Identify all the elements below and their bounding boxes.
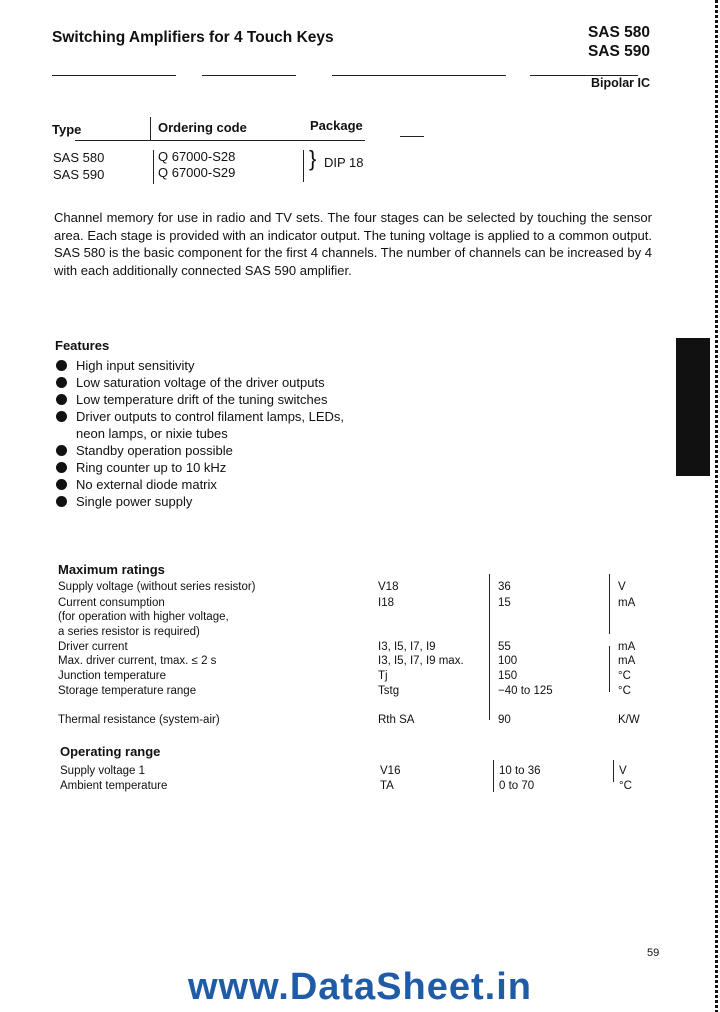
feature-item: Low temperature drift of the tuning switches: [56, 391, 344, 408]
param-cell: Current consumption: [58, 597, 165, 609]
value-cell: 0 to 70: [499, 780, 535, 792]
param-cell: Supply voltage (without series resistor): [58, 581, 256, 593]
type-590: SAS 590: [53, 167, 105, 182]
col-ordering-code: Ordering code: [158, 120, 247, 135]
code-590: Q 67000-S29: [158, 165, 236, 180]
value-cell: 150: [498, 670, 518, 682]
max-ratings-title: Maximum ratings: [58, 562, 165, 577]
feature-item: neon lamps, or nixie tubes: [76, 426, 228, 441]
param-cell: a series resistor is required): [58, 626, 200, 638]
unit-cell: mA: [618, 597, 636, 609]
symbol-cell: I18: [378, 597, 394, 609]
param-cell: Ambient temperature: [60, 780, 168, 792]
code-580: Q 67000-S28: [158, 149, 236, 164]
brace: }: [309, 146, 317, 171]
value-cell: 55: [498, 641, 511, 653]
param-cell: Supply voltage 1: [60, 765, 146, 777]
symbol-cell: Rth SA: [378, 714, 415, 726]
value-cell: 90: [498, 714, 511, 726]
symbol-cell: TA: [380, 780, 394, 792]
value-cell: −40 to 125: [498, 685, 553, 697]
param-cell: Storage temperature range: [58, 685, 197, 697]
value-cell: 36: [498, 581, 511, 593]
unit-cell: °C: [618, 685, 631, 697]
unit-cell: V: [618, 581, 626, 593]
symbol-cell: Tj: [378, 670, 388, 682]
symbol-cell: V18: [378, 581, 399, 593]
page-number: 59: [647, 947, 660, 959]
feature-item: Ring counter up to 10 kHz: [56, 459, 344, 476]
param-cell: Junction temperature: [58, 670, 167, 682]
value-cell: 15: [498, 597, 511, 609]
document-title: Switching Amplifiers for 4 Touch Keys: [52, 29, 334, 46]
feature-item: High input sensitivity: [56, 357, 344, 374]
watermark: www.DataSheet.in: [188, 966, 532, 1008]
feature-item: No external diode matrix: [56, 476, 344, 493]
unit-cell: mA: [618, 641, 636, 653]
scan-edge: [715, 0, 718, 1012]
feature-item: Single power supply: [56, 493, 344, 510]
unit-cell: °C: [619, 780, 632, 792]
col-package: Package: [310, 118, 363, 133]
type-580: SAS 580: [53, 150, 105, 165]
feature-item: Low saturation voltage of the driver outputs: [56, 374, 344, 391]
category-label: Bipolar IC: [590, 76, 650, 90]
part-number-1: SAS 580: [587, 24, 650, 41]
feature-item: Standby operation possible: [56, 442, 344, 459]
param-cell: Max. driver current, tmax. ≤ 2 s: [58, 655, 217, 667]
unit-cell: °C: [618, 670, 631, 682]
description: Channel memory for use in radio and TV sets. The four stages can be selected by touching the sensor area. Each stage is provided with an indicator output. The tuning voltage is applied to a common output. SAS 580 is the basic component for the first 4 channels. The number of channels can be increased by 4 with each additionally connected SAS 590 amplifier.: [54, 210, 652, 278]
features-title: Features: [55, 338, 110, 353]
operating-range-title: Operating range: [60, 744, 161, 759]
symbol-cell: Tstg: [378, 685, 400, 697]
value-cell: 10 to 36: [499, 765, 541, 777]
value-cell: 100: [498, 655, 518, 667]
package-value: DIP 18: [324, 155, 364, 170]
unit-cell: V: [619, 765, 627, 777]
param-cell: (for operation with higher voltage,: [58, 611, 229, 623]
features-list: [56, 357, 344, 510]
param-cell: Driver current: [58, 641, 128, 653]
symbol-cell: V16: [380, 765, 401, 777]
feature-item: Driver outputs to control filament lamps, LEDs,: [56, 408, 344, 425]
col-type: Type: [52, 122, 82, 137]
symbol-cell: I3, I5, I7, I9 max.: [378, 655, 464, 667]
param-cell: Thermal resistance (system-air): [58, 714, 220, 726]
unit-cell: K/W: [618, 714, 640, 726]
unit-cell: mA: [618, 655, 636, 667]
part-number-2: SAS 590: [587, 43, 650, 60]
symbol-cell: I3, I5, I7, I9: [378, 641, 436, 653]
section-tab: [676, 338, 710, 476]
